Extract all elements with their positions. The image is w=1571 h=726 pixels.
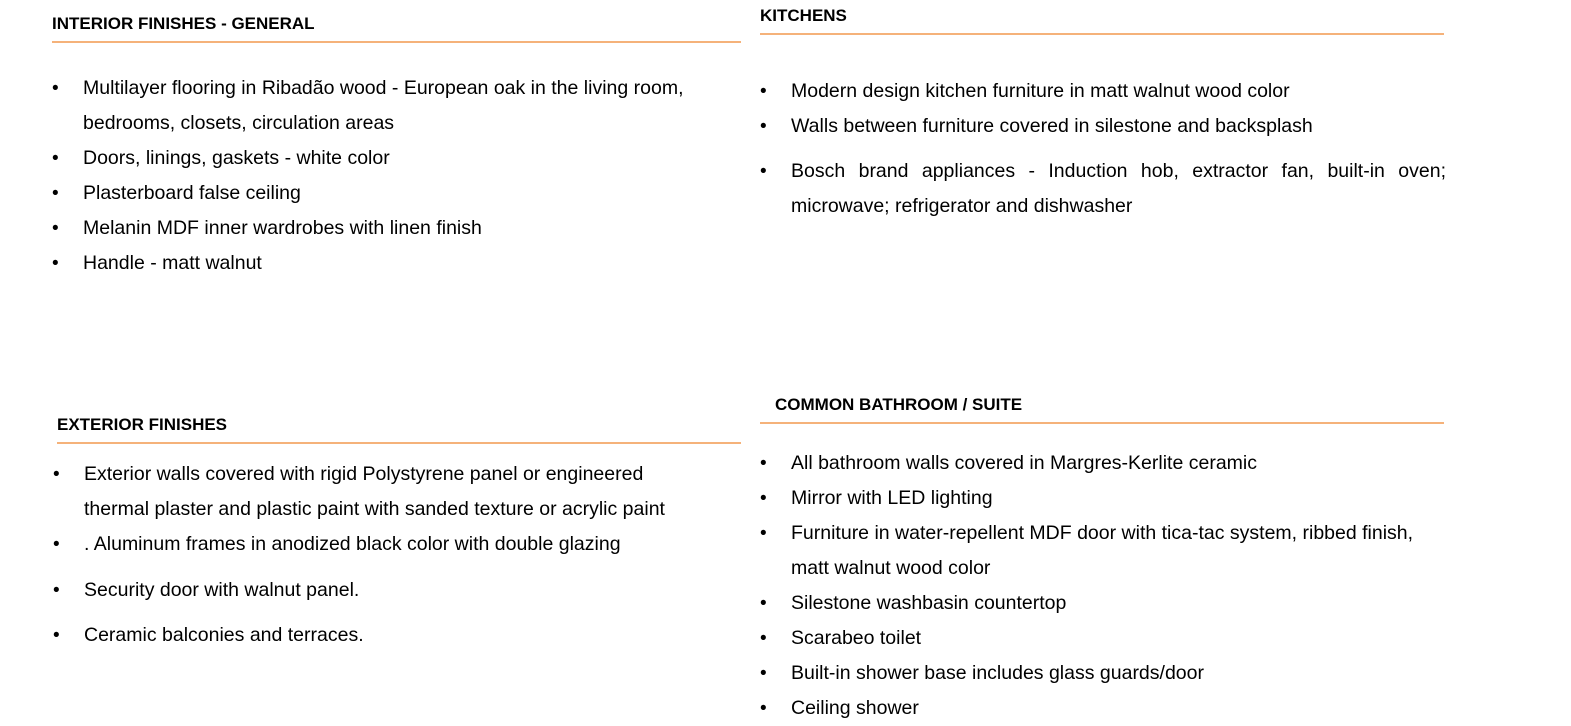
list-item: • Built-in shower base includes glass guards/door xyxy=(760,656,1444,691)
list-item: • Melanin MDF inner wardrobes with linen finish xyxy=(52,211,712,246)
list-item: • Scarabeo toilet xyxy=(760,621,1444,656)
list-item: • Mirror with LED lighting xyxy=(760,481,1444,516)
list-item: • Modern design kitchen furniture in matt walnut wood color xyxy=(760,74,1446,109)
list-item: • Multilayer flooring in Ribadão wood - European oak in the living room, bedrooms, closets, circulation areas xyxy=(52,71,712,141)
item-list xyxy=(760,74,1446,224)
list-item: • Furniture in water-repellent MDF door with tica-tac system, ribbed finish, matt walnut wood color xyxy=(760,516,1444,586)
list-item: • Silestone washbasin countertop xyxy=(760,586,1444,621)
list-item: • Bosch brand appliances - Induction hob, extractor fan, built-in oven; microwave; refrigerator and dishwasher xyxy=(760,154,1446,224)
list-item: • . Aluminum frames in anodized black color with double glazing xyxy=(53,527,668,562)
section-kitchens xyxy=(760,6,1444,236)
list-item: • Walls between furniture covered in silestone and backsplash xyxy=(760,109,1446,144)
section-exterior-finishes xyxy=(57,415,741,705)
list-item: • Doors, linings, gaskets - white color xyxy=(52,141,712,176)
list-item: • Handle - matt walnut xyxy=(52,246,712,281)
section-heading: EXTERIOR FINISHES xyxy=(57,415,741,444)
list-item: • Exterior walls covered with rigid Polystyrene panel or engineered thermal plaster and plastic paint with sanded texture or acrylic paint xyxy=(53,457,668,527)
list-item: • Plasterboard false ceiling xyxy=(52,176,712,211)
item-list xyxy=(53,457,668,653)
list-item: • All bathroom walls covered in Margres-Kerlite ceramic xyxy=(760,446,1444,481)
section-heading: INTERIOR FINISHES - GENERAL xyxy=(52,14,741,43)
list-item: • Ceiling shower xyxy=(760,691,1444,726)
list-item: • Ceramic balconies and terraces. xyxy=(53,618,668,653)
item-list xyxy=(52,71,712,281)
section-heading: COMMON BATHROOM / SUITE xyxy=(760,395,1444,424)
list-item: • Security door with walnut panel. xyxy=(53,573,668,608)
section-common-bathroom xyxy=(760,395,1444,720)
section-interior-finishes xyxy=(52,14,741,294)
section-heading: KITCHENS xyxy=(760,6,1444,35)
item-list xyxy=(760,446,1444,726)
